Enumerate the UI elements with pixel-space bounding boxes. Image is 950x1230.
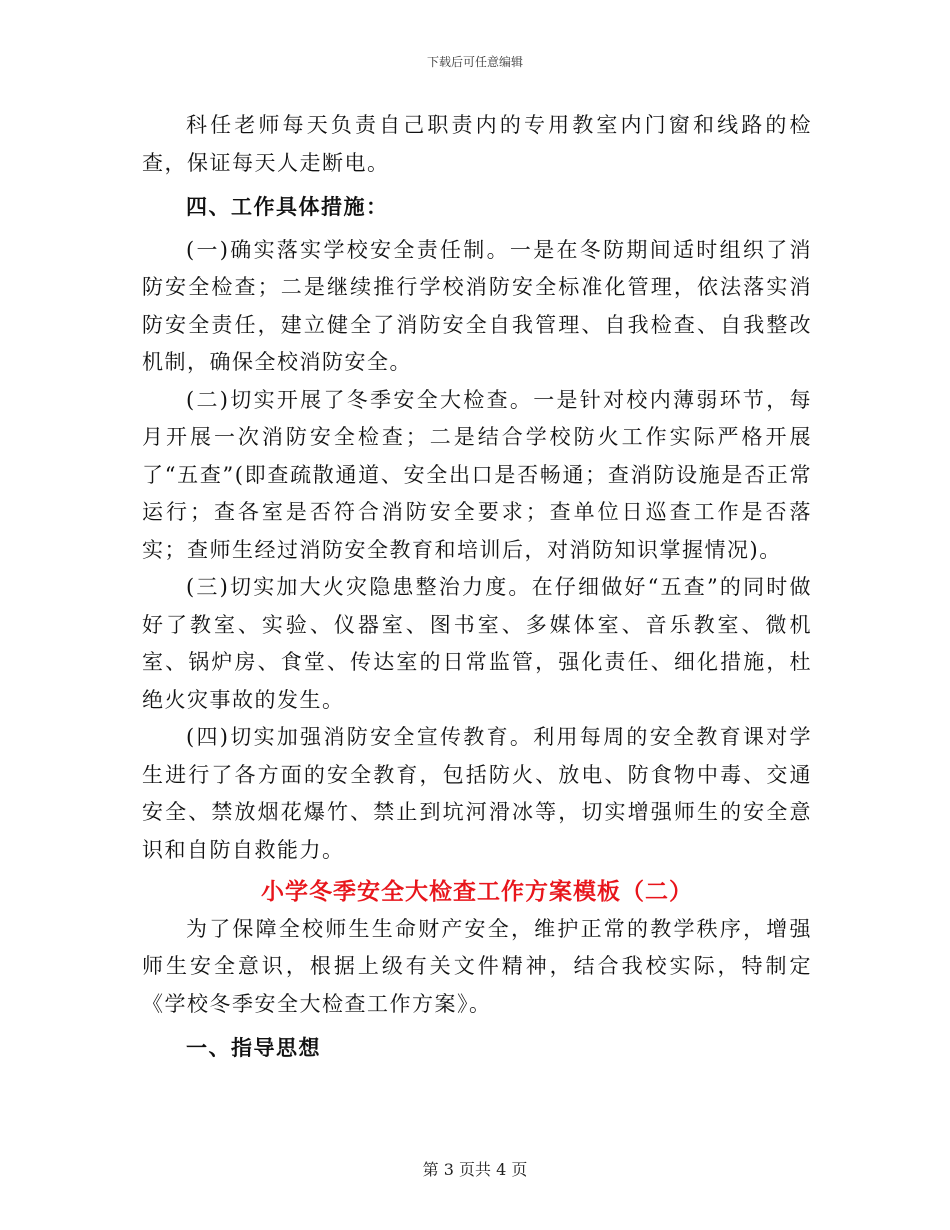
page-footer: 第 3 页共 4 页 (422, 1160, 528, 1179)
paragraph-teacher-checks: 科任老师每天负责自己职责内的专用教室内门窗和线路的检查，保证每天人走断电。 (142, 113, 812, 175)
paragraph-measure-4: (四)切实加强消防安全宣传教育。利用每周的安全教育课对学生进行了各方面的安全教育，包括防火、放电、防食物中毒、交通安全、禁放烟花爆竹、禁止到坑河滑冰等，切实增强师生的安全意识和自防自救能力。 (142, 725, 812, 862)
paragraph-measure-2: (二)切实开展了冬季安全大检查。一是针对校内薄弱环节，每月开展一次消防安全检查；二是结合学校防火工作实际严格开展了“五查”(即查疏散通道、安全出口是否畅通；查消防设施是否正常运行；查各室是否符合消防安全要求；查单位日巡查工作是否落实；查师生经过消防安全教育和培训后，对消防知识掌握情况)。 (142, 387, 812, 562)
paragraph-measure-1: (一)确实落实学校安全责任制。一是在冬防期间适时组织了消防安全检查；二是继续推行学校消防安全标准化管理，依法落实消防安全责任，建立健全了消防安全自我管理、自我检查、自我整改机制，确保全校消防安全。 (142, 237, 812, 374)
section-heading-guiding-ideology: 一、指导思想 (186, 1035, 321, 1060)
paragraph-measure-3: (三)切实加大火灾隐患整治力度。在仔细做好“五查”的同时做好了教室、实验、仪器室、图书室、多媒体室、音乐教室、微机室、锅炉房、食堂、传达室的日常监管，强化责任、细化措施，杜绝火灾事故的发生。 (142, 575, 812, 712)
page-header: 下载后可任意编辑 (426, 55, 523, 69)
document-title-2: 小学冬季安全大检查工作方案模板（二） (261, 878, 693, 905)
section-heading-measures: 四、工作具体措施： (186, 194, 389, 219)
document-body (142, 107, 812, 1067)
paragraph-intro: 为了保障全校师生生命财产安全，维护正常的教学秩序，增强师生安全意识，根据上级有关文件精神，结合我校实际，特制定《学校冬季安全大检查工作方案》。 (142, 916, 812, 1016)
